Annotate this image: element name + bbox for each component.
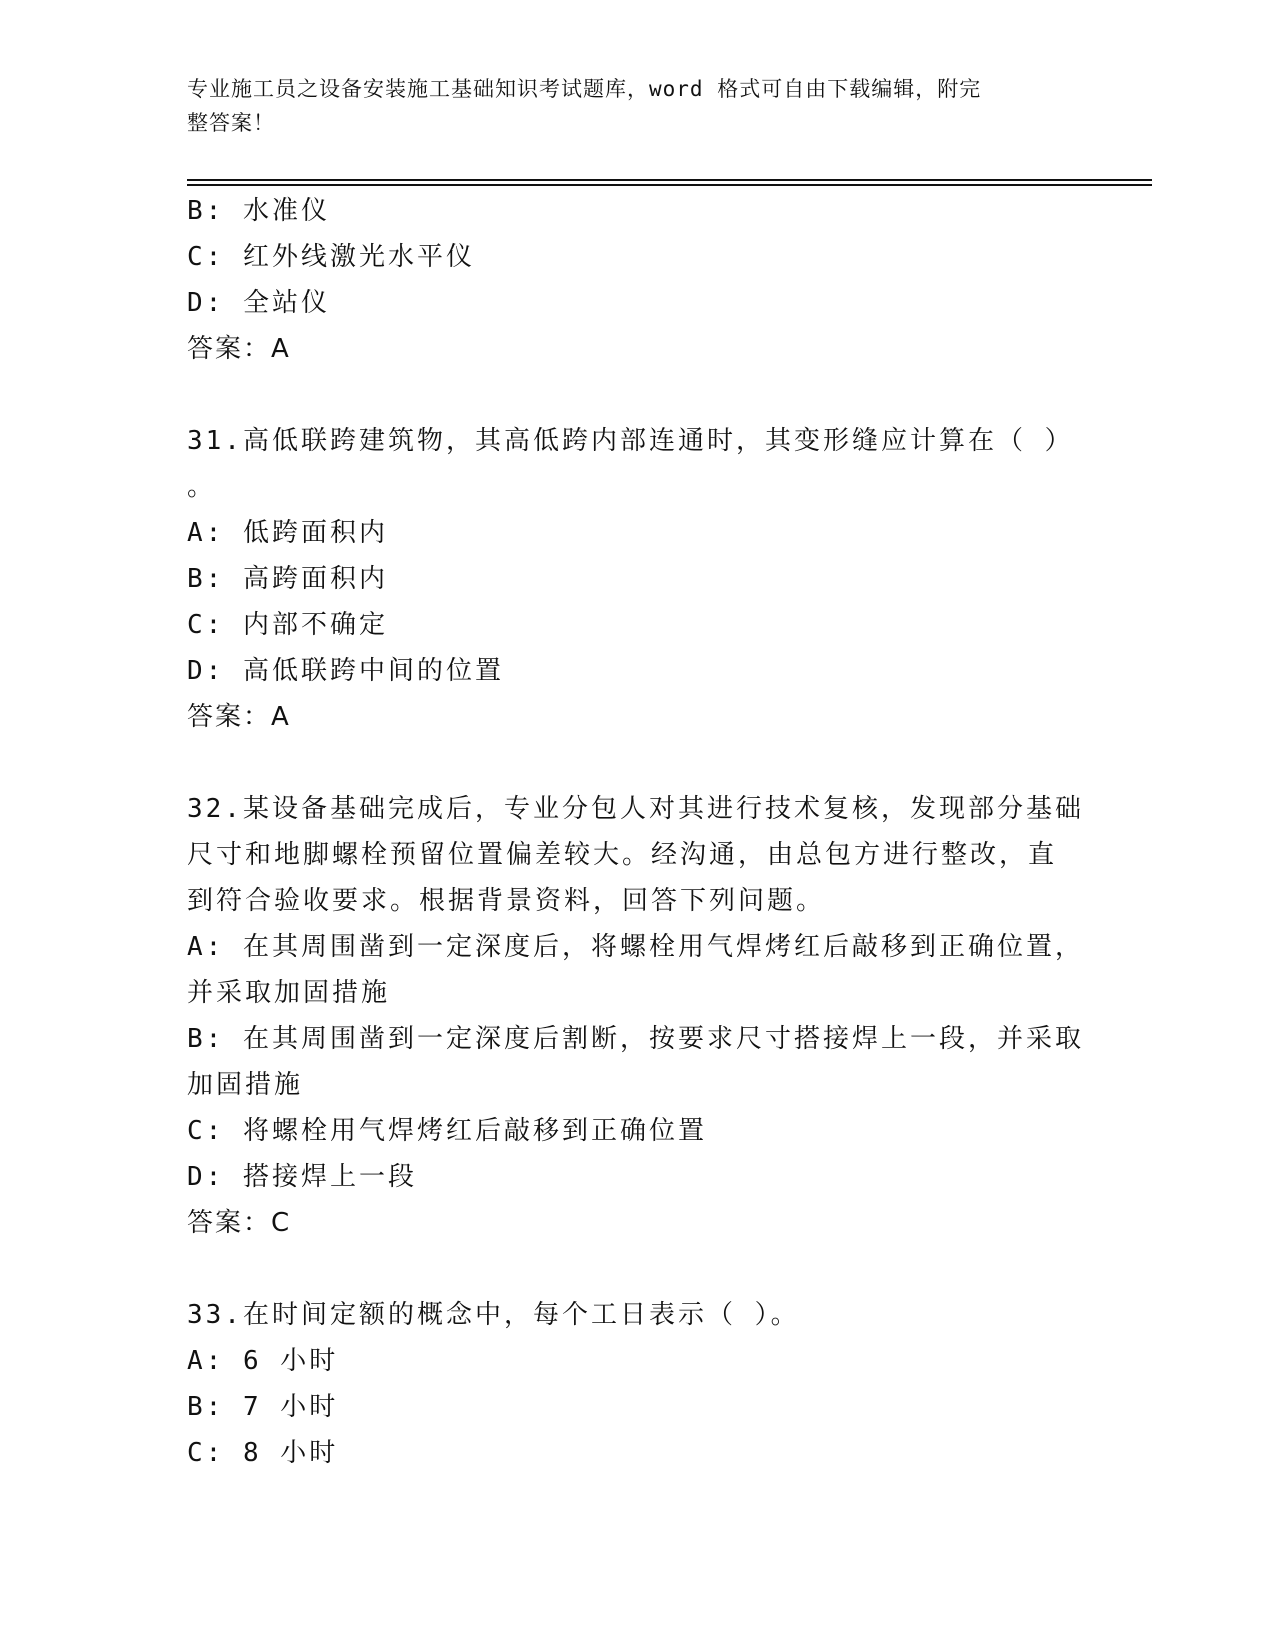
- question-stem-line: 32.某设备基础完成后，专业分包人对其进行技术复核，发现部分基础: [187, 794, 1084, 824]
- spacer: [187, 1246, 1087, 1292]
- option-a: A: 在其周围凿到一定深度后，将螺栓用气焊烤红后敲移到正确位置，: [187, 932, 1084, 962]
- option-a-continued: 并采取加固措施: [187, 978, 391, 1008]
- question-33: [187, 1292, 1087, 1476]
- option-d: D: 全站仪: [187, 288, 330, 318]
- option-b: B: 在其周围凿到一定深度后割断，按要求尺寸搭接焊上一段，并采取: [187, 1024, 1084, 1054]
- question-stem-line: 尺寸和地脚螺栓预留位置偏差较大。经沟通，由总包方进行整改，直: [187, 840, 1058, 870]
- answer-line: 答案：C: [187, 1208, 292, 1238]
- option-d: D: 搭接焊上一段: [187, 1162, 417, 1192]
- spacer: [187, 372, 1087, 418]
- answer-line: 答案：A: [187, 334, 291, 364]
- option-a: A: 低跨面积内: [187, 518, 388, 548]
- question-stem-line: 31.高低联跨建筑物，其高低跨内部连通时，其变形缝应计算在（ ）: [187, 426, 1074, 456]
- answer-line: 答案：A: [187, 702, 291, 732]
- option-b-continued: 加固措施: [187, 1070, 304, 1100]
- option-d: D: 高低联跨中间的位置: [187, 656, 504, 686]
- option-b: B: 水准仪: [187, 196, 330, 226]
- spacer: [187, 740, 1087, 786]
- option-c: C: 将螺栓用气焊烤红后敲移到正确位置: [187, 1116, 707, 1146]
- header-rule-top: [187, 179, 1152, 181]
- option-a: A: 6 小时: [187, 1346, 339, 1376]
- question-content: [187, 188, 1087, 1476]
- option-c: C: 红外线激光水平仪: [187, 242, 475, 272]
- document-header: 专业施工员之设备安装施工基础知识考试题库，word 格式可自由下载编辑，附完 整答案！: [187, 77, 982, 135]
- question-stem-line: 33.在时间定额的概念中，每个工日表示（ ）。: [187, 1300, 800, 1330]
- question-stem-line: 。: [187, 472, 217, 502]
- question-stem-line: 到符合验收要求。根据背景资料，回答下列问题。: [187, 886, 826, 916]
- question-32: [187, 786, 1087, 1246]
- header-rule-bottom: [187, 184, 1152, 186]
- question-31: [187, 418, 1087, 740]
- option-b: B: 7 小时: [187, 1392, 339, 1422]
- option-c: C: 内部不确定: [187, 610, 388, 640]
- option-c: C: 8 小时: [187, 1438, 339, 1468]
- option-b: B: 高跨面积内: [187, 564, 388, 594]
- question-30-fragment: [187, 188, 1087, 372]
